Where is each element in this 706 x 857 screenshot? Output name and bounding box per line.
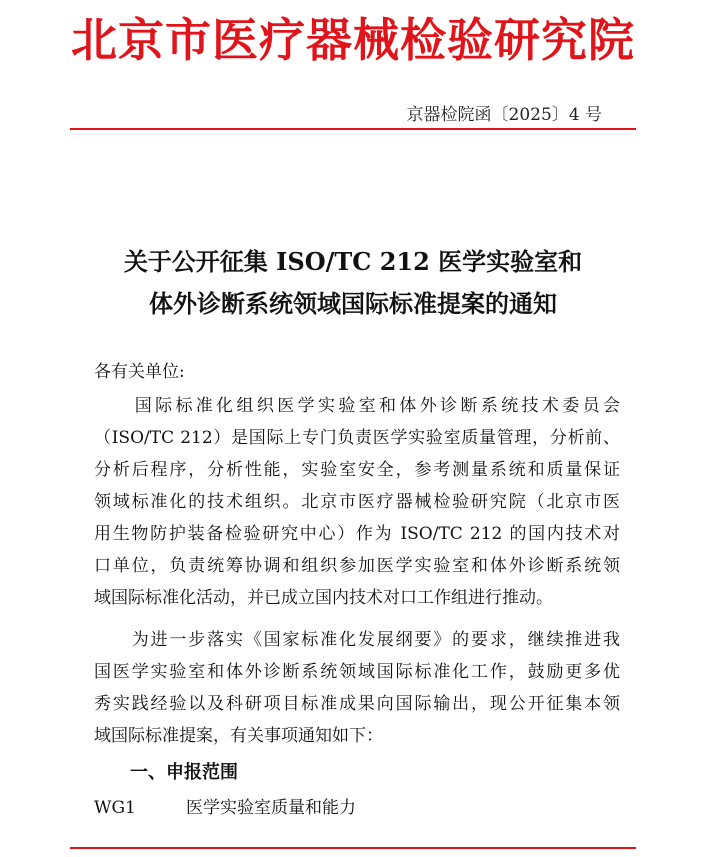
paragraph-line: 域国际标准提案，有关事项通知如下： [94, 726, 383, 746]
paragraph-line: 口单位，负责统筹协调和组织参加医学实验室和体外诊断系统领 [94, 556, 620, 576]
paragraph-line: 为进一步落实《国家标准化发展纲要》的要求，继续推进我 [94, 630, 620, 650]
paragraph-line: 领域标准化的技术组织。北京市医疗器械检验研究院（北京市医 [94, 492, 620, 512]
paragraph-line: 国医学实验室和体外诊断系统领域国际标准化工作，鼓励更多优 [94, 662, 620, 682]
org-header-title: 北京市医疗器械检验研究院 [71, 13, 635, 67]
header-red-rule [70, 128, 636, 130]
paragraph-line: 秀实践经验以及科研项目标准成果向国际输出，现公开征集本领 [94, 694, 620, 714]
paragraph-1 [94, 390, 620, 614]
footer-red-rule [70, 847, 636, 849]
wg1-name: 医学实验室质量和能力 [186, 798, 356, 818]
paragraph-line: 域国际标准化活动，并已成立国内技术对口工作组进行推动。 [94, 588, 553, 608]
paragraph-line: 国际标准化组织医学实验室和体外诊断系统技术委员会 [94, 396, 620, 416]
paragraph-line: 用生物防护装备检验研究中心）作为 ISO/TC 212 的国内技术对 [94, 524, 620, 544]
wg1-code: WG1 [94, 798, 136, 818]
document-title-line-1: 关于公开征集 ISO/TC 212 医学实验室和 [123, 247, 583, 276]
salutation: 各有关单位: [94, 362, 185, 382]
document-number: 京器检院函〔2025〕4 号 [406, 105, 602, 125]
document-title-line-2: 体外诊断系统领域国际标准提案的通知 [149, 289, 557, 318]
paragraph-line: （ISO/TC 212）是国际上专门负责医学实验室质量管理，分析前、 [94, 428, 620, 448]
paragraph-2 [94, 624, 620, 752]
paragraph-line: 分析后程序，分析性能，实验室安全，参考测量系统和质量保证 [94, 460, 620, 480]
wg1-row [94, 792, 356, 824]
section-heading-scope: 一、申报范围 [130, 762, 238, 783]
